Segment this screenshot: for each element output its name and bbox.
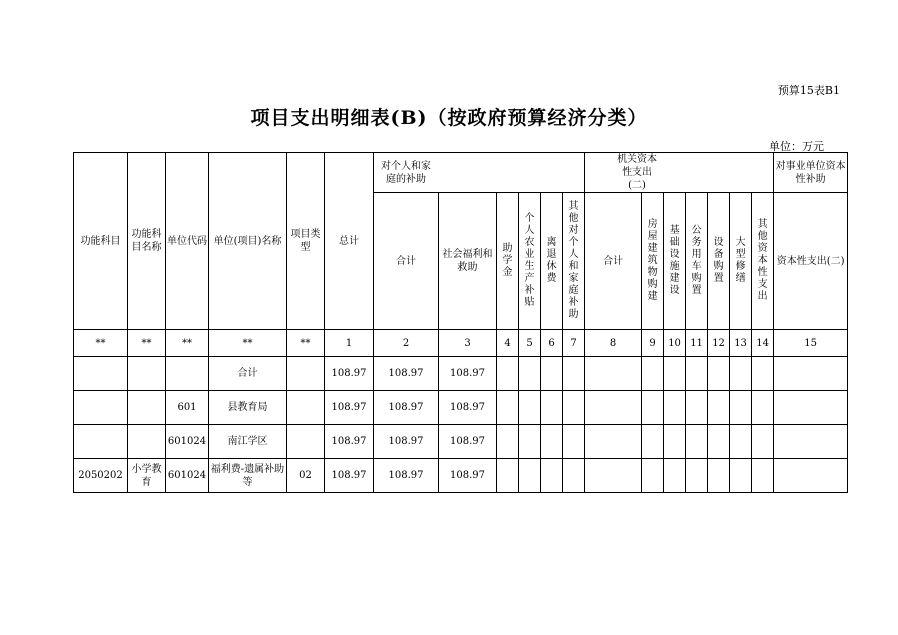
- index-cell: 1: [325, 330, 374, 357]
- header-repair: 大型修缮: [730, 193, 752, 330]
- header-group-personal: 对个人和家庭的补助: [374, 153, 585, 193]
- index-cell: **: [128, 330, 166, 357]
- cell-unit-code: 601024: [166, 459, 209, 493]
- cell-unit-code: 601024: [166, 425, 209, 459]
- cell-welfare: 108.97: [439, 425, 497, 459]
- cell-unit-name: 福利费-遗属补助等: [209, 459, 287, 493]
- cell-unit-name: 南江学区: [209, 425, 287, 459]
- index-cell: 9: [642, 330, 664, 357]
- cell-project-type: [287, 425, 325, 459]
- header-unit-name: 单位(项目)名称: [209, 153, 287, 330]
- index-cell: **: [166, 330, 209, 357]
- cell-welfare: 108.97: [439, 459, 497, 493]
- header-subtotal: 合计: [374, 193, 439, 330]
- header-scholarship: 助学金: [497, 193, 519, 330]
- cell-total: 108.97: [325, 391, 374, 425]
- index-cell: 6: [541, 330, 563, 357]
- cell-func-code: 2050202: [74, 459, 128, 493]
- cell-total: 108.97: [325, 459, 374, 493]
- header-unit-code: 单位代码: [166, 153, 209, 330]
- header-equipment: 设备购置: [708, 193, 730, 330]
- page-title: 项目支出明细表(B)（按政府预算经济分类）: [250, 107, 648, 129]
- cell-subtotal: 108.97: [374, 425, 439, 459]
- header-social-welfare: 社会福利和救助: [439, 193, 497, 330]
- cell-total: 108.97: [325, 425, 374, 459]
- cell-func-name: [128, 357, 166, 391]
- cell-subtotal: 108.97: [374, 357, 439, 391]
- header-group-capital-gov: 机关资本性支出(二): [585, 153, 774, 193]
- index-cell: **: [74, 330, 128, 357]
- header-row-group: [74, 153, 848, 193]
- table-row: [74, 357, 848, 391]
- cell-project-type: [287, 357, 325, 391]
- cell-unit-name: 合计: [209, 357, 287, 391]
- header-func-subject: 功能科目: [74, 153, 128, 330]
- cell-total: 108.97: [325, 357, 374, 391]
- index-cell: 8: [585, 330, 642, 357]
- index-cell: **: [287, 330, 325, 357]
- index-cell: 10: [664, 330, 686, 357]
- index-cell: 3: [439, 330, 497, 357]
- unit-label: 单位：万元: [769, 140, 824, 153]
- table-row: [74, 459, 848, 493]
- header-other-personal: 其他对个人和家庭补助: [563, 193, 585, 330]
- index-cell: **: [209, 330, 287, 357]
- cell-project-type: [287, 391, 325, 425]
- index-cell: 4: [497, 330, 519, 357]
- table-row: [74, 391, 848, 425]
- header-vehicle: 公务用车购置: [686, 193, 708, 330]
- budget-table: [73, 152, 848, 493]
- index-cell: 5: [519, 330, 541, 357]
- index-cell: 11: [686, 330, 708, 357]
- cell-unit-name: 县教育局: [209, 391, 287, 425]
- form-number: 预算15表B1: [777, 84, 840, 97]
- cell-func-name: [128, 425, 166, 459]
- header-total: 总计: [325, 153, 374, 330]
- cell-welfare: 108.97: [439, 357, 497, 391]
- cell-func-code: [74, 357, 128, 391]
- index-cell: 12: [708, 330, 730, 357]
- header-project-type: 项目类型: [287, 153, 325, 330]
- cell-func-code: [74, 425, 128, 459]
- cell-subtotal: 108.97: [374, 459, 439, 493]
- header-retirement: 离退休费: [541, 193, 563, 330]
- index-cell: 2: [374, 330, 439, 357]
- header-building: 房屋建筑物购建: [642, 193, 664, 330]
- cell-welfare: 108.97: [439, 391, 497, 425]
- index-cell: 13: [730, 330, 752, 357]
- header-func-subject-name: 功能科目名称: [128, 153, 166, 330]
- cell-unit-code: [166, 357, 209, 391]
- index-cell: 14: [752, 330, 774, 357]
- cell-func-code: [74, 391, 128, 425]
- cell-subtotal: 108.97: [374, 391, 439, 425]
- header-subtotal-2: 合计: [585, 193, 642, 330]
- cell-func-name: 小学教育: [128, 459, 166, 493]
- index-cell: 7: [563, 330, 585, 357]
- index-cell: 15: [774, 330, 848, 357]
- header-other-capital: 其他资本性支出: [752, 193, 774, 330]
- cell-func-name: [128, 391, 166, 425]
- cell-project-type: 02: [287, 459, 325, 493]
- header-group-capital-enterprise: 对事业单位资本性补助: [774, 153, 848, 193]
- header-capital-2: 资本性支出(二): [774, 193, 848, 330]
- index-row: [74, 330, 848, 357]
- header-infrastructure: 基础设施建设: [664, 193, 686, 330]
- header-agri-subsidy: 个人农业生产补贴: [519, 193, 541, 330]
- table-row: [74, 425, 848, 459]
- cell-unit-code: 601: [166, 391, 209, 425]
